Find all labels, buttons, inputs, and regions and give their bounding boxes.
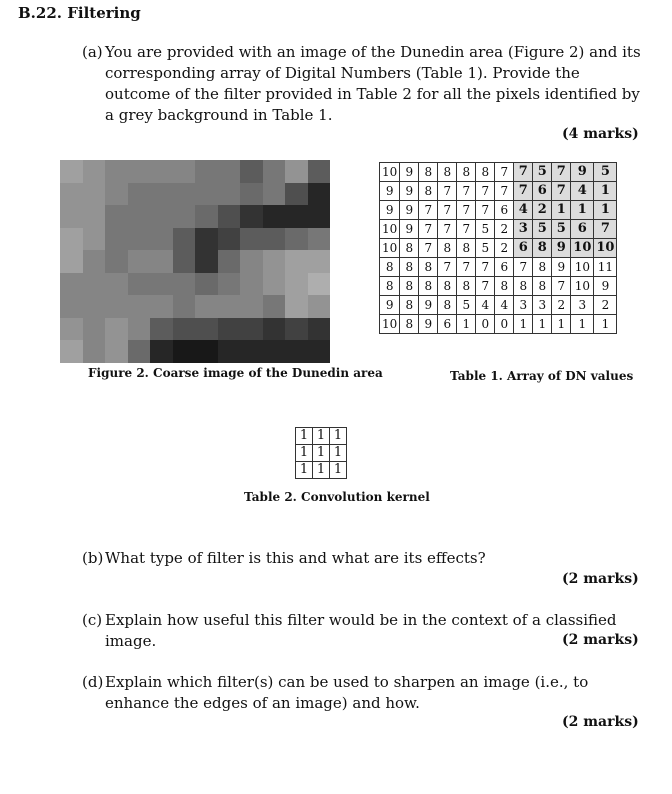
figure-caption: Figure 2. Coarse image of the Dunedin area [88,366,383,380]
image-pixel [128,318,151,341]
section-heading: B.22. Filtering [18,4,141,22]
image-pixel [60,340,83,363]
image-pixel [308,160,331,183]
dn-cell: 8 [533,239,552,258]
image-pixel [105,205,128,228]
dn-cell: 5 [476,220,495,239]
dn-cell: 7 [552,277,571,296]
kernel-cell: 1 [296,445,313,462]
dn-cell: 2 [594,296,617,315]
image-pixel [218,160,241,183]
dn-cell: 7 [457,201,476,220]
kernel-cell: 1 [296,462,313,479]
image-pixel [195,250,218,273]
dn-cell: 2 [495,220,514,239]
image-pixel [218,273,241,296]
dn-cell: 7 [419,220,438,239]
image-pixel [285,205,308,228]
table-row [296,428,347,445]
image-pixel [218,183,241,206]
kernel-cell: 1 [313,462,330,479]
dn-cell: 9 [380,201,400,220]
image-pixel [150,160,173,183]
image-pixel [195,295,218,318]
dn-cell: 8 [380,277,400,296]
question-text: You are provided with an image of the Dunedin area (Figure 2) and its corresponding array of Digital Numbers (Table 1). Provide the outcome of the filter provided in Table 2 for all the pixels identified by a grey background in Table 1. [105,43,641,124]
dn-cell: 7 [419,201,438,220]
image-pixel [83,340,106,363]
question-label: (d) [82,673,104,691]
dn-cell: 9 [419,315,438,334]
image-pixel [128,273,151,296]
dn-cell: 5 [552,220,571,239]
dn-cell: 8 [476,163,495,182]
image-pixel [285,295,308,318]
image-pixel [195,160,218,183]
image-pixel [195,205,218,228]
dn-cell: 1 [594,201,617,220]
kernel-cell: 1 [330,428,347,445]
image-pixel [173,318,196,341]
image-pixel [218,318,241,341]
dn-cell: 7 [514,182,533,201]
question-label: (b) [82,549,104,567]
dn-cell: 9 [552,239,571,258]
dn-cell: 7 [495,163,514,182]
image-pixel [60,318,83,341]
image-pixel [128,205,151,228]
dn-cell: 7 [552,182,571,201]
dn-cell: 2 [552,296,571,315]
dn-cell: 8 [438,296,457,315]
image-pixel [240,250,263,273]
dn-cell: 8 [495,277,514,296]
image-pixel [195,273,218,296]
dn-cell: 1 [594,315,617,334]
dn-cell: 0 [476,315,495,334]
image-pixel [240,183,263,206]
table-row [296,462,347,479]
image-pixel [83,228,106,251]
dn-cell: 3 [514,220,533,239]
table1-caption: Table 1. Array of DN values [450,369,634,383]
table-row [380,277,617,296]
image-pixel [263,205,286,228]
dn-cell: 8 [438,163,457,182]
dn-cell: 1 [552,315,571,334]
dn-cell: 1 [457,315,476,334]
dn-cell: 8 [514,277,533,296]
image-pixel [173,295,196,318]
dn-cell: 8 [438,277,457,296]
image-pixel [105,295,128,318]
image-pixel [60,205,83,228]
image-pixel [285,250,308,273]
image-pixel [263,160,286,183]
image-pixel [150,340,173,363]
dn-cell: 3 [571,296,594,315]
table-row [380,315,617,334]
dn-cell: 9 [380,296,400,315]
image-pixel [105,318,128,341]
dn-cell: 8 [400,277,419,296]
image-pixel [83,205,106,228]
dn-cell: 7 [594,220,617,239]
image-pixel [60,183,83,206]
question-text: Explain how useful this filter would be in the context of a classified image. [105,611,617,650]
table-row [380,220,617,239]
image-pixel [150,250,173,273]
table-row [380,239,617,258]
dn-cell: 9 [400,201,419,220]
dn-cell: 3 [533,296,552,315]
table-row [380,258,617,277]
image-pixel [105,228,128,251]
table-row [380,296,617,315]
image-pixel [60,228,83,251]
image-pixel [195,340,218,363]
image-pixel [150,228,173,251]
dn-cell: 9 [594,277,617,296]
image-pixel [240,160,263,183]
image-pixel [195,228,218,251]
dn-cell: 9 [380,182,400,201]
image-pixel [128,228,151,251]
image-pixel [150,273,173,296]
image-pixel [60,273,83,296]
dn-cell: 3 [514,296,533,315]
dn-cell: 4 [476,296,495,315]
dn-cell: 10 [380,239,400,258]
image-pixel [240,340,263,363]
image-pixel [240,273,263,296]
image-pixel [60,250,83,273]
marks-a: (4 marks) [562,126,639,142]
table-row [380,182,617,201]
image-pixel [128,340,151,363]
image-pixel [60,160,83,183]
dunedin-coarse-image [60,160,330,363]
image-pixel [308,183,331,206]
dn-cell: 8 [419,182,438,201]
image-pixel [263,273,286,296]
question-label: (c) [82,611,103,629]
dn-cell: 5 [594,163,617,182]
image-pixel [173,160,196,183]
dn-cell: 0 [495,315,514,334]
image-pixel [173,250,196,273]
image-pixel [218,250,241,273]
image-pixel [128,250,151,273]
dn-cell: 4 [495,296,514,315]
dn-cell: 7 [476,258,495,277]
kernel-cell: 1 [296,428,313,445]
image-pixel [105,160,128,183]
dn-cell: 7 [438,258,457,277]
table-row [380,201,617,220]
convolution-kernel-table [295,427,347,479]
dn-cell: 7 [419,239,438,258]
table-row [380,163,617,182]
image-pixel [128,183,151,206]
dn-cell: 7 [552,163,571,182]
dn-cell: 7 [457,182,476,201]
image-pixel [128,160,151,183]
dn-cell: 10 [571,277,594,296]
image-pixel [173,340,196,363]
table-row [296,445,347,462]
dn-cell: 7 [457,258,476,277]
dn-cell: 1 [514,315,533,334]
image-pixel [263,295,286,318]
image-pixel [60,295,83,318]
image-pixel [308,318,331,341]
dn-cell: 8 [457,163,476,182]
image-pixel [263,228,286,251]
marks-d: (2 marks) [562,714,639,730]
dn-cell: 5 [457,296,476,315]
image-pixel [308,250,331,273]
image-pixel [263,318,286,341]
image-pixel [240,205,263,228]
dn-cell: 9 [419,296,438,315]
dn-cell: 6 [571,220,594,239]
dn-cell: 2 [533,201,552,220]
dn-cell: 7 [457,220,476,239]
image-pixel [173,228,196,251]
marks-c: (2 marks) [562,632,639,648]
image-pixel [240,228,263,251]
image-pixel [263,183,286,206]
dn-cell: 6 [514,239,533,258]
dn-cell: 6 [495,201,514,220]
image-pixel [173,273,196,296]
image-pixel [195,183,218,206]
image-pixel [83,250,106,273]
dn-cell: 1 [571,201,594,220]
image-pixel [285,340,308,363]
kernel-cell: 1 [330,462,347,479]
image-pixel [150,183,173,206]
image-pixel [105,183,128,206]
dn-cell: 1 [533,315,552,334]
dn-cell: 10 [571,239,594,258]
dn-cell: 2 [495,239,514,258]
dn-cell: 1 [552,201,571,220]
image-pixel [308,295,331,318]
image-pixel [105,273,128,296]
image-pixel [285,228,308,251]
image-pixel [195,318,218,341]
dn-cell: 5 [533,220,552,239]
image-pixel [173,205,196,228]
dn-cell: 8 [400,239,419,258]
dn-cell: 8 [380,258,400,277]
image-pixel [308,228,331,251]
dn-cell: 9 [571,163,594,182]
dn-cell: 8 [533,258,552,277]
dn-values-table [379,162,617,334]
image-pixel [240,318,263,341]
image-pixel [150,318,173,341]
dn-cell: 6 [495,258,514,277]
dn-cell: 7 [438,182,457,201]
dn-cell: 9 [552,258,571,277]
image-pixel [263,250,286,273]
image-pixel [218,340,241,363]
dn-cell: 7 [438,220,457,239]
image-pixel [83,318,106,341]
image-pixel [83,160,106,183]
kernel-cell: 1 [330,445,347,462]
dn-cell: 10 [594,239,617,258]
dn-cell: 8 [419,258,438,277]
dn-cell: 8 [457,239,476,258]
image-pixel [285,160,308,183]
question-text: What type of filter is this and what are its effects? [105,549,486,567]
dn-cell: 9 [400,182,419,201]
dn-cell: 6 [438,315,457,334]
marks-b: (2 marks) [562,571,639,587]
dn-cell: 1 [571,315,594,334]
image-pixel [83,183,106,206]
image-pixel [218,205,241,228]
question-text: Explain which filter(s) can be used to sharpen an image (i.e., to enhance the edges of an image) and how. [105,673,589,712]
dn-cell: 1 [594,182,617,201]
image-pixel [240,295,263,318]
question-label: (a) [82,43,103,61]
dn-cell: 11 [594,258,617,277]
dn-cell: 7 [476,277,495,296]
image-pixel [105,340,128,363]
image-pixel [105,250,128,273]
image-pixel [150,205,173,228]
image-pixel [285,318,308,341]
table2-caption: Table 2. Convolution kernel [244,490,430,504]
dn-cell: 8 [419,277,438,296]
dn-cell: 7 [495,182,514,201]
image-pixel [263,340,286,363]
dn-cell: 9 [400,220,419,239]
image-pixel [285,183,308,206]
image-pixel [308,273,331,296]
image-pixel [308,205,331,228]
image-pixel [218,228,241,251]
dn-cell: 7 [514,258,533,277]
image-pixel [150,295,173,318]
image-pixel [83,295,106,318]
dn-cell: 9 [400,163,419,182]
dn-cell: 6 [533,182,552,201]
dn-cell: 5 [476,239,495,258]
dn-cell: 4 [571,182,594,201]
image-pixel [285,273,308,296]
dn-cell: 8 [533,277,552,296]
dn-cell: 10 [380,163,400,182]
image-pixel [173,183,196,206]
dn-cell: 8 [438,239,457,258]
dn-cell: 10 [571,258,594,277]
dn-cell: 8 [400,258,419,277]
dn-cell: 10 [380,315,400,334]
image-pixel [128,295,151,318]
dn-cell: 10 [380,220,400,239]
image-pixel [308,340,331,363]
image-pixel [218,295,241,318]
kernel-cell: 1 [313,445,330,462]
dn-cell: 7 [438,201,457,220]
image-pixel [83,273,106,296]
dn-cell: 7 [476,201,495,220]
dn-cell: 4 [514,201,533,220]
dn-cell: 8 [400,315,419,334]
dn-cell: 7 [476,182,495,201]
dn-cell: 8 [400,296,419,315]
dn-cell: 8 [419,163,438,182]
dn-cell: 5 [533,163,552,182]
kernel-cell: 1 [313,428,330,445]
dn-cell: 7 [514,163,533,182]
dn-cell: 8 [457,277,476,296]
